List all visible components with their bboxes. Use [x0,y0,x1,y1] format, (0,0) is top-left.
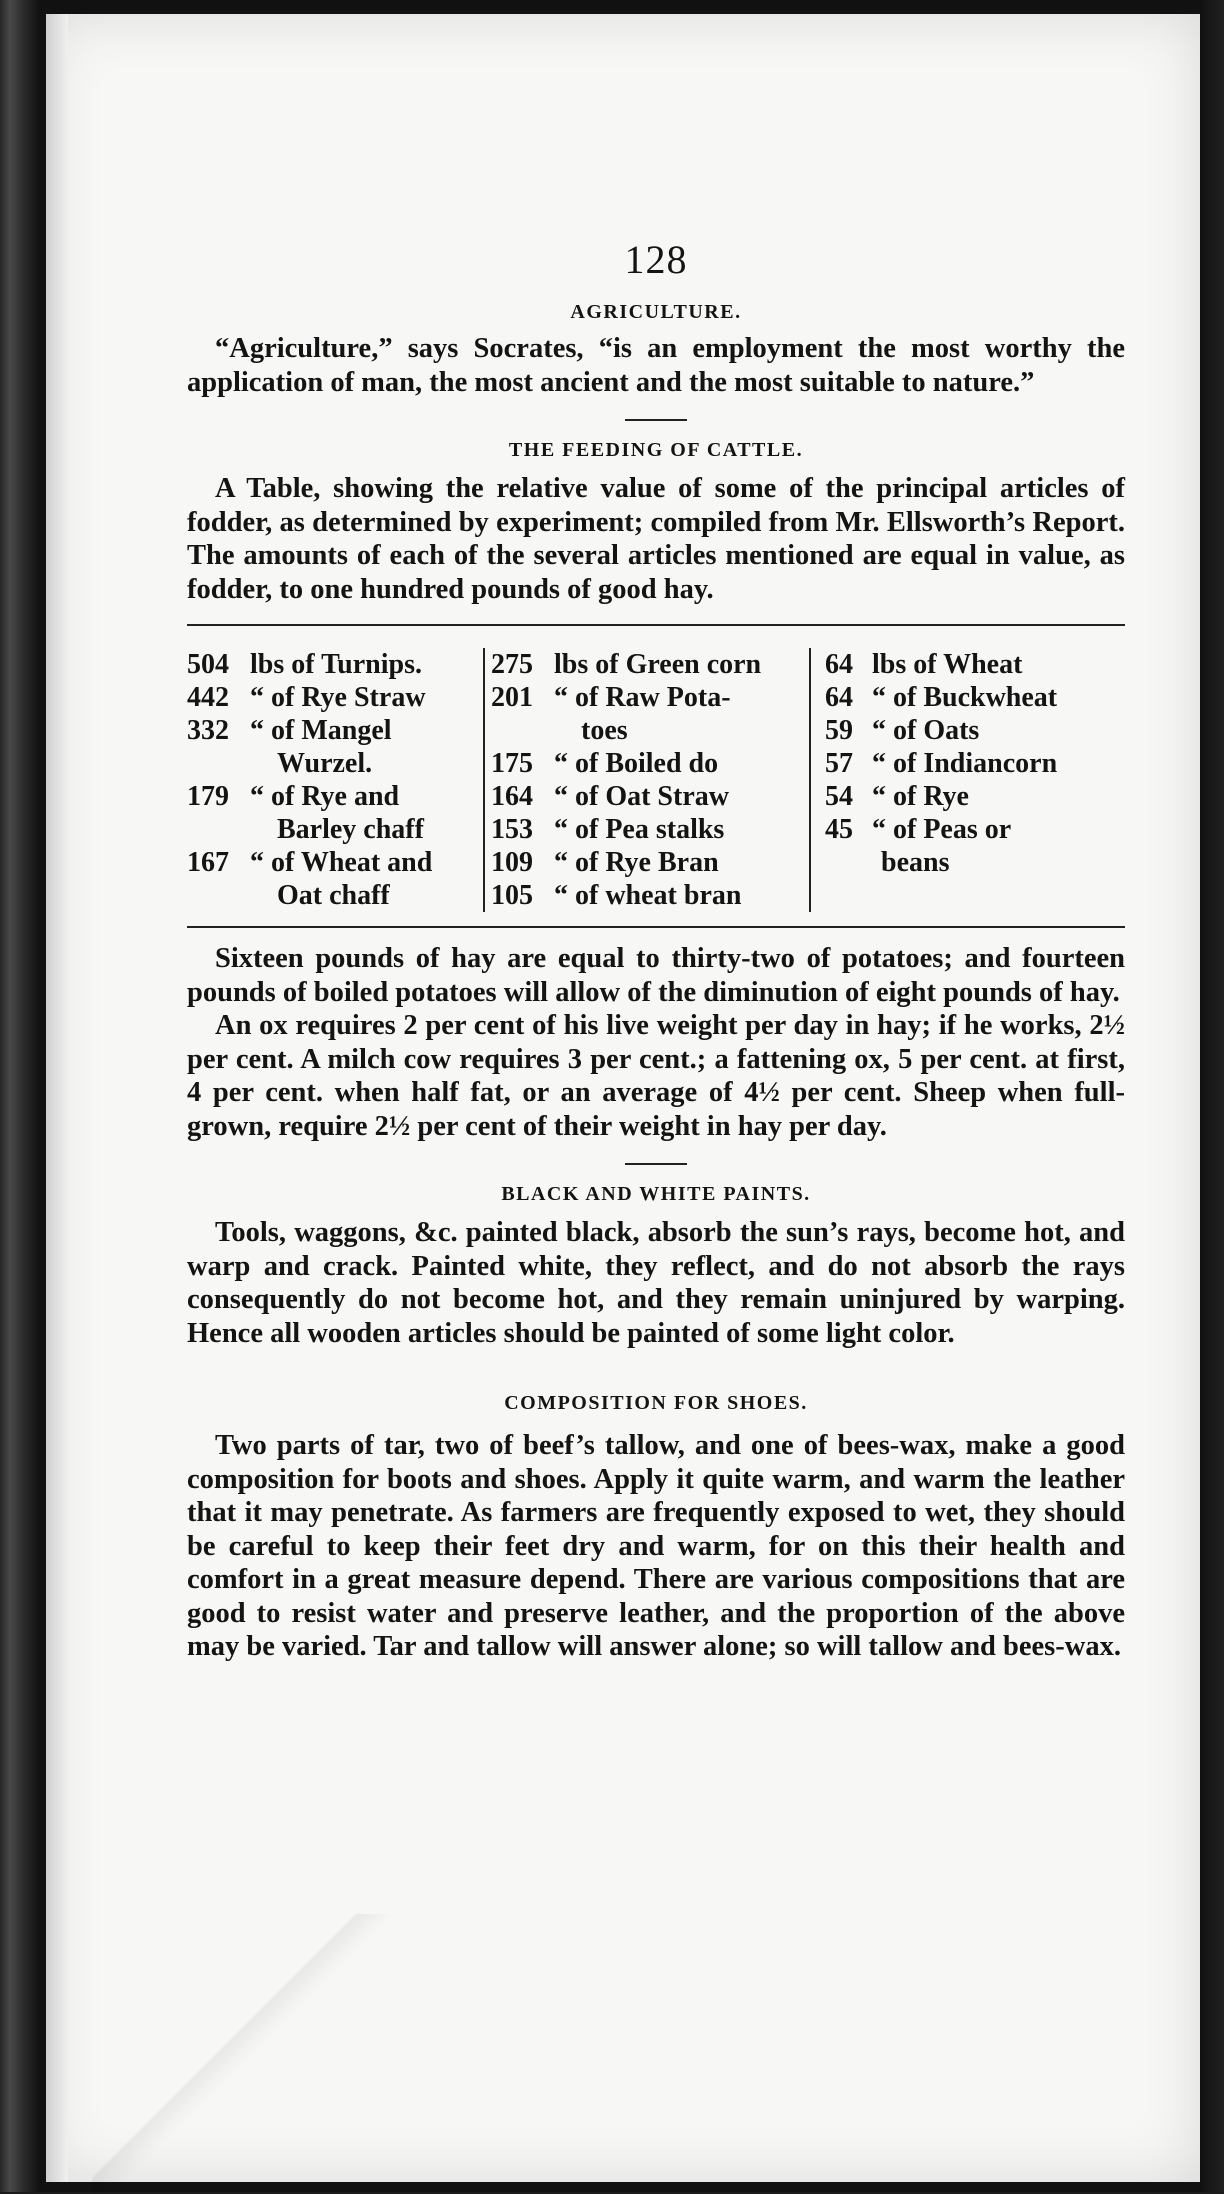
fodder-item: lbs of Wheat [872,649,1023,680]
quantity: 59 [825,715,853,746]
table-row [187,714,477,747]
fodder-item: “ of Rye and [250,781,400,812]
fodder-item-continued: Wurzel. [277,748,373,779]
quantity: 175 [491,748,533,779]
fodder-item-continued: beans [881,847,950,878]
quantity: 275 [491,649,533,680]
fodder-item: “ of Peas or [872,814,1012,845]
quantity: 332 [187,715,229,746]
fodder-item-continued: Oat chaff [277,880,390,911]
quantity: 167 [187,847,229,878]
paragraph-paints: Tools, waggons, &c. painted black, absorb the sun’s rays, become hot, and warp and crack. Painted white, they reflect, and do not absorb the rays consequently do not become hot, and they remain uninjured by warping. Hence all wooden articles should be painted of some light color. [187,1217,1125,1349]
heading-paints: BLACK AND WHITE PAINTS. [501,1183,811,1205]
fodder-item: “ of Rye Bran [554,847,719,878]
fodder-item: “ of Indiancorn [872,748,1058,779]
page-gutter [46,14,68,2182]
quantity: 504 [187,649,229,680]
fodder-item: “ of Wheat and [250,847,433,878]
table-row [825,648,1125,681]
fodder-item: “ of Buckwheat [872,682,1058,713]
quantity: 164 [491,781,533,812]
table-row [825,813,1125,846]
paragraph-shoes: Two parts of tar, two of beef’s tallow, and one of bees-wax, make a good composition for boots and shoes. Apply it quite warm, and warm the leather that it may penetrate. As farmers are frequently exposed to wet, they should be careful to keep their feet dry and warm, for on this their health and comfort in a great measure depend. There are various compositions that are good to resist water and preserve leather, and the proportion of the above may be varied. Tar and tallow will answer alone; so will tallow and bees-wax. [187,1430,1125,1662]
quantity: 105 [491,880,533,911]
table-row [187,648,477,681]
fodder-item: “ of Rye [872,781,969,812]
quantity: 54 [825,781,853,812]
fodder-column-2 [485,648,811,912]
quantity: 153 [491,814,533,845]
quantity: 64 [825,649,853,680]
heading-shoes: COMPOSITION FOR SHOES. [504,1392,808,1414]
table-row [491,813,803,846]
quantity: 442 [187,682,229,713]
heading-agriculture: AGRICULTURE. [570,301,742,323]
fodder-column-1 [187,648,485,912]
quantity: 57 [825,748,853,779]
fodder-item: “ of Boiled do [554,748,719,779]
table-row [825,747,1125,780]
fodder-item: lbs of Turnips. [250,649,422,680]
table-row [825,681,1125,714]
paragraph-agriculture: “Agriculture,” says Socrates, “is an employment the most worthy the application of man, the most ancient and the most suitable to nature.” [187,333,1125,398]
table-row [491,780,803,813]
table-row [491,747,803,780]
heading-feeding-of-cattle: THE FEEDING OF CATTLE. [508,439,804,461]
table-row [491,681,803,714]
page-number: 128 [624,237,688,282]
paragraph-hay-potatoes: Sixteen pounds of hay are equal to thirty-two of potatoes; and fourteen pounds of boiled potatoes will allow of the diminution of eight pounds of hay. [187,943,1125,1008]
fodder-item: “ of Pea stalks [554,814,725,845]
quantity: 109 [491,847,533,878]
quantity: 64 [825,682,853,713]
fodder-item-continued: toes [581,715,628,746]
fodder-item: “ of wheat bran [554,880,742,911]
fodder-item: “ of Oats [872,715,980,746]
fodder-column-3 [811,648,1125,912]
fodder-item: “ of Rye Straw [250,682,426,713]
quantity: 179 [187,781,229,812]
page-content [187,236,1125,1664]
quantity: 201 [491,682,533,713]
table-row [187,846,477,879]
divider [625,1163,687,1165]
divider [625,419,687,421]
paragraph-hay-requirements: An ox requires 2 per cent of his live weight per day in hay; if he works, 2½ per cent. A milch cow requires 3 per cent.; a fattening ox, 5 per cent. at first, 4 per cent. when half fat, or an average of 4½ per cent. Sheep when full-grown, require 2½ per cent of their weight in hay per day. [187,1010,1125,1142]
table-row [825,780,1125,813]
table-row [187,780,477,813]
quantity: 45 [825,814,853,845]
fodder-item-continued: Barley chaff [277,814,424,845]
table-row [491,846,803,879]
fodder-item: “ of Mangel [250,715,392,746]
table-row [187,681,477,714]
fodder-item: lbs of Green corn [554,649,762,680]
table-row [825,714,1125,747]
fodder-item: “ of Oat Straw [554,781,729,812]
paragraph-cattle-intro: A Table, showing the relative value of some of the principal articles of fodder, as determined by experiment; compiled from Mr. Ellsworth’s Report. The amounts of each of the several articles mentioned are equal in value, as fodder, to one hundred pounds of good hay. [187,473,1125,605]
table-row [491,648,803,681]
fodder-item: “ of Raw Pota- [554,682,731,713]
table-row [491,879,803,912]
fodder-table [187,624,1125,928]
page-crease [92,1914,392,2194]
